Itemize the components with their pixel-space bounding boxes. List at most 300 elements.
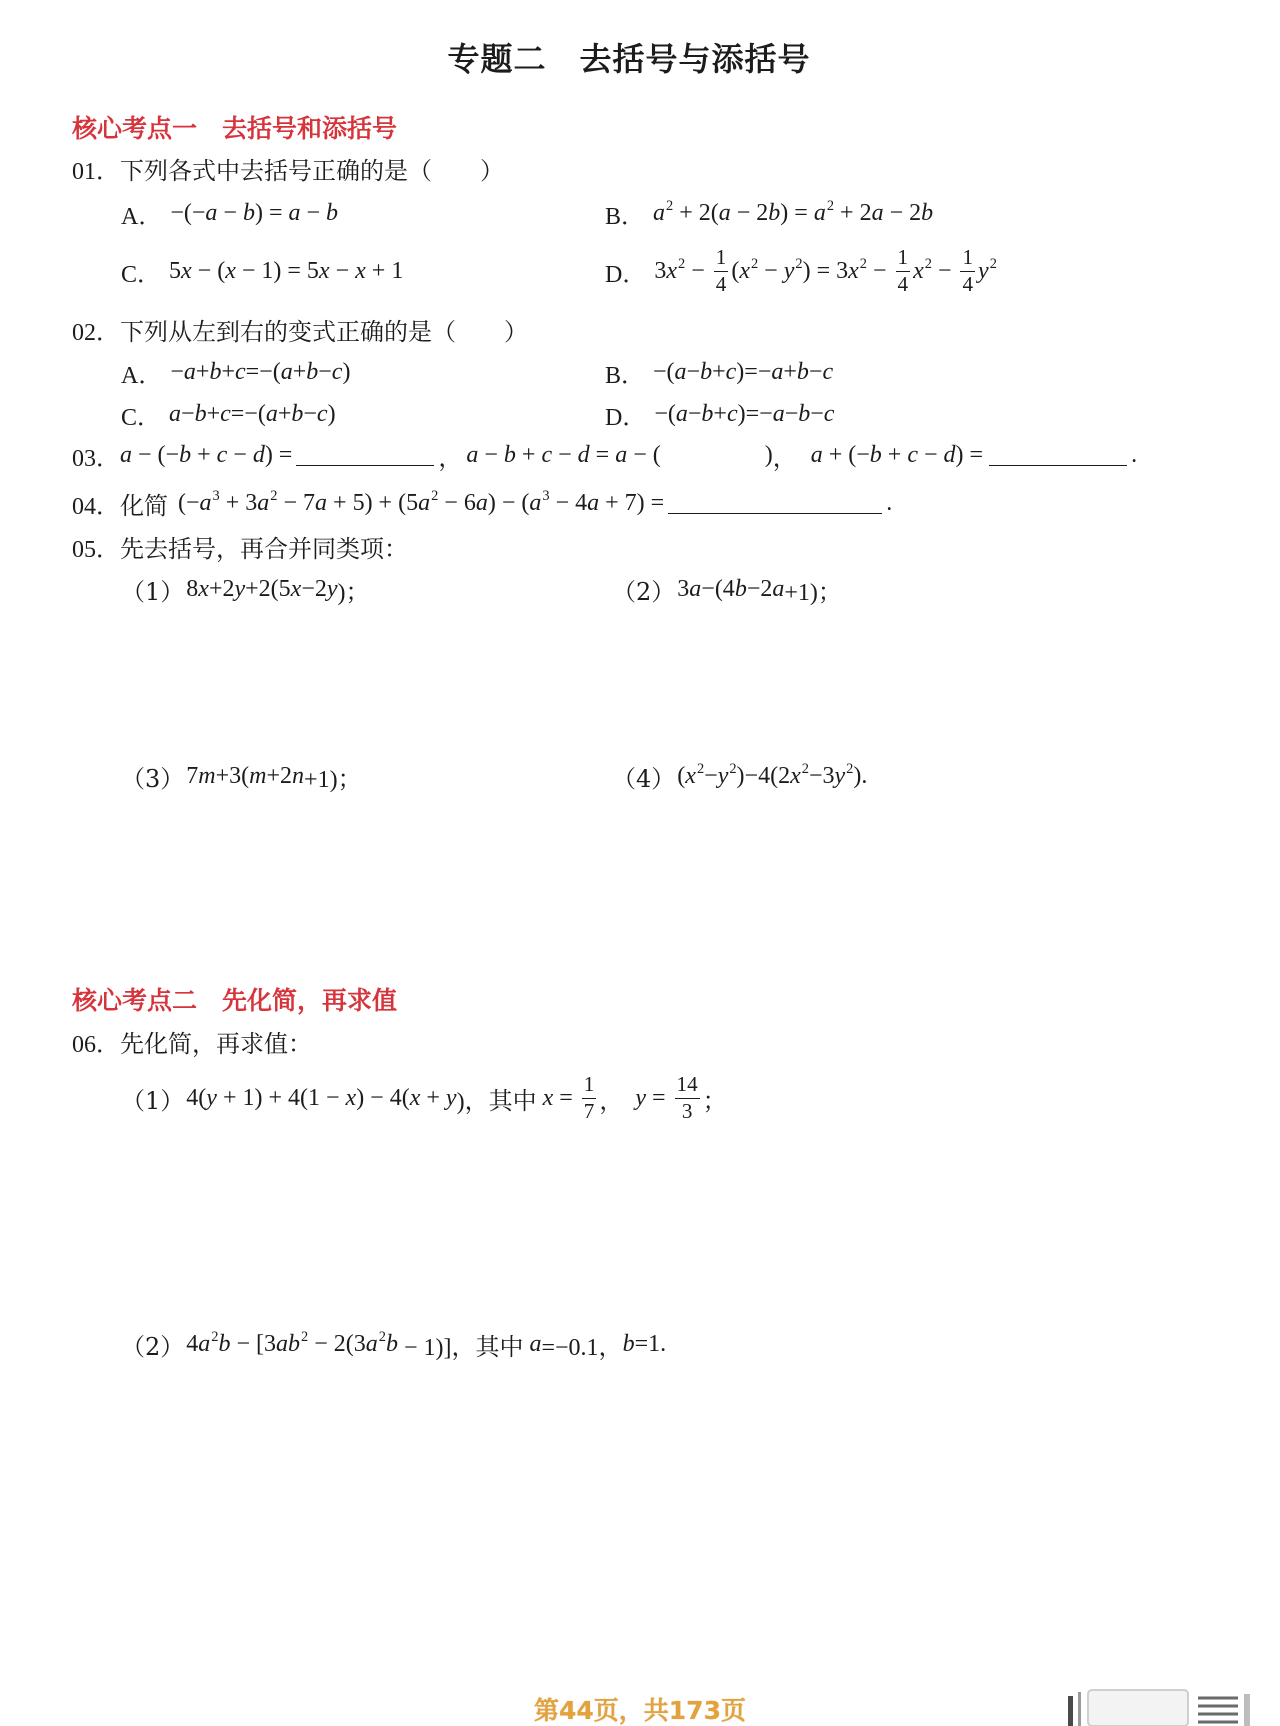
math-variable: a xyxy=(772,575,785,602)
math-text: )=− xyxy=(736,358,772,385)
math-text: −2 xyxy=(301,575,327,602)
math-text: − 2 xyxy=(730,199,769,226)
math-text: ) − 4( xyxy=(356,1084,410,1111)
fill-expression-1 xyxy=(120,442,292,469)
section-heading-2: 核心考点二 先化简，再求值 xyxy=(72,986,398,1015)
math-text: − xyxy=(170,358,184,385)
math-text: − xyxy=(329,257,356,284)
math-variable: c xyxy=(331,358,343,385)
math-text: − 4 xyxy=(549,489,588,516)
sub-question-label: （2） xyxy=(612,577,676,606)
question-05 xyxy=(72,530,408,562)
math-fraction xyxy=(714,246,729,295)
math-text: − xyxy=(808,358,823,385)
math-text: − xyxy=(704,762,718,789)
math-variable: ab xyxy=(276,1330,301,1357)
sub-question-expression xyxy=(677,760,868,790)
closing-parenthesis: ) xyxy=(764,441,773,468)
math-text: + xyxy=(191,441,217,468)
math-text: 4 xyxy=(962,271,974,296)
math-variable: a xyxy=(183,358,196,385)
math-text: − xyxy=(784,400,799,427)
math-variable: b xyxy=(179,441,192,468)
math-text: + xyxy=(420,1084,446,1111)
option-label: D． xyxy=(605,261,647,288)
question-stem: 先化简，再求值： xyxy=(120,1029,312,1058)
question-number: 05． xyxy=(72,536,120,563)
math-variable: c xyxy=(726,400,738,427)
math-text: − xyxy=(552,441,578,468)
math-variable: x xyxy=(198,575,209,602)
simplify-expression xyxy=(178,487,665,517)
math-variable: a xyxy=(199,489,212,516)
math-variable: b xyxy=(194,400,207,427)
option-label: C． xyxy=(121,404,162,431)
math-variable: x xyxy=(739,257,750,284)
math-text: +2(5 xyxy=(245,575,291,602)
math-variable: b xyxy=(869,441,882,468)
fill-expression-3 xyxy=(811,442,983,469)
math-variable: a xyxy=(587,489,600,516)
math-fraction xyxy=(675,1073,700,1122)
math-variable: b xyxy=(701,400,714,427)
math-text: =−0.1， xyxy=(541,1334,623,1361)
math-text: ( xyxy=(677,762,686,789)
math-text: −(− xyxy=(170,199,206,226)
math-variable: a xyxy=(257,489,270,516)
math-text: 1 xyxy=(583,1072,595,1097)
math-text: − xyxy=(685,257,711,284)
math-variable: y xyxy=(445,1084,457,1111)
math-text: + xyxy=(881,441,908,468)
math-text: 4 xyxy=(715,271,727,296)
math-text: + xyxy=(515,441,542,468)
math-variable: a xyxy=(772,400,785,427)
math-superscript: 2 xyxy=(846,760,854,777)
math-text: )，其中 xyxy=(456,1088,543,1115)
sub-question-2 xyxy=(612,573,842,605)
math-text: + 1) + 4(1 − xyxy=(216,1084,346,1111)
math-variable: x xyxy=(848,257,859,284)
fraction-numerator xyxy=(582,1073,597,1098)
math-text: − 6 xyxy=(438,489,476,516)
math-text: )−4(2 xyxy=(736,762,791,789)
math-variable: c xyxy=(220,400,231,427)
math-variable: c xyxy=(316,400,328,427)
math-text: − xyxy=(303,400,317,427)
math-variable: a xyxy=(265,400,278,427)
math-text: ； xyxy=(702,1088,727,1115)
answer-blank xyxy=(296,445,434,466)
math-variable: a xyxy=(365,1330,378,1357)
option-label: A． xyxy=(121,362,163,389)
sub-question-label: （1） xyxy=(121,577,185,606)
math-variable: x xyxy=(181,257,192,284)
option-label: B． xyxy=(605,203,646,230)
math-text: )=− xyxy=(737,400,773,427)
option-a xyxy=(121,197,338,229)
math-text: 1 xyxy=(962,245,974,270)
math-text: = xyxy=(646,1084,672,1111)
question-01 xyxy=(72,152,504,184)
math-variable: y xyxy=(234,575,246,602)
math-text: − xyxy=(866,257,893,284)
math-text: 7 xyxy=(186,762,199,789)
option-a xyxy=(121,356,350,388)
math-variable: y xyxy=(783,257,795,284)
math-superscript: 2 xyxy=(301,1328,309,1345)
sub-question-1 xyxy=(121,1068,727,1128)
math-variable: a xyxy=(718,199,731,226)
math-text: =−( xyxy=(230,400,266,427)
math-variable: a xyxy=(615,441,628,468)
math-variable: a xyxy=(689,575,702,602)
option-d xyxy=(605,243,997,299)
math-superscript: 2 xyxy=(729,760,737,777)
sub-question-expression xyxy=(677,572,842,607)
question-04 xyxy=(72,487,892,519)
math-text: (− xyxy=(178,489,200,516)
math-text: − xyxy=(810,400,824,427)
math-variable: a xyxy=(198,1330,211,1357)
sub-question-expression xyxy=(186,1327,666,1362)
math-text: = xyxy=(589,441,616,468)
math-variable: m xyxy=(198,762,216,789)
math-text: + 5) + (5 xyxy=(327,489,419,516)
section-heading-1: 核心考点一 去括号和添括号 xyxy=(72,114,398,143)
math-variable: y xyxy=(717,762,729,789)
sub-question-expression xyxy=(186,572,369,607)
math-variable: a xyxy=(315,489,328,516)
math-variable: y xyxy=(326,575,338,602)
math-variable: d xyxy=(577,441,590,468)
option-expression xyxy=(170,359,350,386)
math-variable: b xyxy=(768,199,781,226)
math-variable: a xyxy=(674,358,687,385)
separator-comma: ， xyxy=(438,443,463,472)
math-text: −3 xyxy=(808,762,835,789)
math-variable: b xyxy=(242,199,255,226)
math-variable: y xyxy=(978,257,989,284)
math-superscript: 2 xyxy=(989,255,997,272)
math-text: − xyxy=(478,441,504,468)
sub-question-expression xyxy=(186,759,361,794)
math-variable: b xyxy=(218,1330,231,1357)
math-text: − xyxy=(687,400,702,427)
math-text: 5 xyxy=(169,257,182,284)
fraction-numerator xyxy=(675,1073,700,1098)
question-number: 01． xyxy=(72,158,120,185)
math-text: 3 xyxy=(677,575,690,602)
math-variable: b xyxy=(385,1330,398,1357)
math-superscript: 2 xyxy=(924,255,932,272)
math-variable: b xyxy=(326,199,339,226)
math-variable: c xyxy=(725,358,737,385)
option-expression xyxy=(170,200,338,227)
math-text: + 7) = xyxy=(599,489,665,516)
answer-bracket-space xyxy=(661,445,765,465)
math-text: 7 xyxy=(583,1098,595,1123)
math-text: 3 xyxy=(654,257,667,284)
math-superscript: 3 xyxy=(212,487,220,504)
math-variable: b xyxy=(306,358,319,385)
math-text: − xyxy=(931,257,958,284)
math-text: ) = 3 xyxy=(802,257,849,284)
option-expression xyxy=(654,246,997,295)
math-text: ) xyxy=(342,358,351,385)
math-text: = xyxy=(553,1084,579,1111)
math-text: + (− xyxy=(822,441,870,468)
fraction-numerator xyxy=(714,246,729,271)
math-variable: b xyxy=(796,358,809,385)
math-superscript: 2 xyxy=(378,1328,386,1345)
math-variable: b xyxy=(291,400,304,427)
math-text: =1. xyxy=(634,1330,667,1357)
math-variable: c xyxy=(541,441,553,468)
math-text: − 2(3 xyxy=(308,1330,366,1357)
math-variable: d xyxy=(252,441,265,468)
math-text: + xyxy=(206,400,221,427)
question-number: 03． xyxy=(72,445,120,472)
math-text: 8 xyxy=(186,575,199,602)
math-variable: c xyxy=(234,358,246,385)
question-number: 02． xyxy=(72,319,120,346)
math-variable: a xyxy=(653,199,666,226)
math-text: − xyxy=(917,441,944,468)
math-text: ) xyxy=(327,400,336,427)
math-text: −( xyxy=(654,400,676,427)
math-variable: a xyxy=(120,441,132,468)
math-text: ) = xyxy=(780,199,814,226)
math-text: + xyxy=(195,358,210,385)
math-text: − [3 xyxy=(230,1330,277,1357)
end-period: . xyxy=(886,489,893,516)
math-variable: a xyxy=(418,489,431,516)
math-text: ) = xyxy=(254,199,289,226)
math-text: ). xyxy=(853,762,868,789)
math-fraction xyxy=(960,246,975,295)
separator-comma: ， xyxy=(772,443,797,472)
math-variable: y xyxy=(635,1084,646,1111)
math-variable: x xyxy=(666,257,677,284)
fraction-denominator xyxy=(896,272,911,296)
math-text: )； xyxy=(337,579,370,606)
math-text: 4( xyxy=(186,1084,207,1111)
question-stem: 先去括号，再合并同类项： xyxy=(120,534,408,563)
math-variable: a xyxy=(205,199,218,226)
math-text: + 2( xyxy=(673,199,719,226)
math-superscript: 2 xyxy=(859,255,867,272)
question-stem: 化简 xyxy=(120,491,168,520)
math-variable: b xyxy=(622,1330,635,1357)
sub-question-label: （1） xyxy=(121,1086,185,1115)
fraction-denominator xyxy=(714,272,729,296)
math-variable: x xyxy=(913,257,924,284)
math-variable: a xyxy=(813,199,826,226)
math-text: +2 xyxy=(208,575,235,602)
math-text: + xyxy=(292,358,307,385)
math-text: +1)； xyxy=(304,766,362,793)
math-variable: a xyxy=(871,199,884,226)
math-text: − xyxy=(217,199,243,226)
option-label: D． xyxy=(605,404,647,431)
math-variable: x xyxy=(542,1084,554,1111)
sub-question-4 xyxy=(612,760,867,792)
math-variable: x xyxy=(409,1084,421,1111)
math-variable: m xyxy=(249,762,267,789)
math-text: ) − ( xyxy=(487,489,530,516)
math-text: − 7 xyxy=(277,489,316,516)
math-text: − 1) = 5 xyxy=(235,257,319,284)
option-expression xyxy=(654,401,834,428)
math-text: − xyxy=(227,441,253,468)
math-text: + 3 xyxy=(219,489,258,516)
option-expression xyxy=(169,401,336,428)
math-variable: b xyxy=(798,400,811,427)
fraction-denominator xyxy=(582,1099,597,1123)
math-variable: x xyxy=(225,257,236,284)
math-text: − 2 xyxy=(883,199,922,226)
math-variable: a xyxy=(810,441,823,468)
math-variable: n xyxy=(292,762,305,789)
math-variable: a xyxy=(529,489,542,516)
math-text: − ( xyxy=(191,257,226,284)
math-superscript: 3 xyxy=(542,487,550,504)
math-superscript: 2 xyxy=(795,255,803,272)
math-variable: y xyxy=(206,1084,217,1111)
math-text: + 2 xyxy=(834,199,872,226)
math-fraction xyxy=(896,246,911,295)
question-number: 06． xyxy=(72,1031,120,1058)
math-text: −( xyxy=(653,358,675,385)
math-variable: c xyxy=(216,441,228,468)
math-superscript: 2 xyxy=(696,760,705,777)
sub-question-label: （3） xyxy=(121,764,185,793)
math-text: − xyxy=(686,358,701,385)
sub-question-label: （2） xyxy=(121,1332,185,1361)
sub-question-2 xyxy=(121,1328,666,1360)
math-text: − xyxy=(300,199,327,226)
math-variable: c xyxy=(823,400,835,427)
math-text: 3 xyxy=(681,1098,693,1123)
math-text: + 1 xyxy=(365,257,404,284)
math-variable: x xyxy=(290,575,302,602)
fraction-numerator xyxy=(960,246,975,271)
math-variable: a xyxy=(771,358,784,385)
math-text: + xyxy=(783,358,797,385)
math-variable: a xyxy=(675,400,688,427)
math-variable: b xyxy=(921,199,934,226)
math-text: −2 xyxy=(746,575,773,602)
option-expression xyxy=(653,197,934,227)
math-variable: a xyxy=(280,358,293,385)
math-variable: y xyxy=(834,762,846,789)
math-variable: a xyxy=(169,400,182,427)
question-number: 04． xyxy=(72,493,120,520)
math-superscript: 2 xyxy=(270,487,278,504)
math-superscript: 2 xyxy=(211,1328,219,1345)
math-text: − 1)]，其中 xyxy=(397,1334,530,1361)
math-superscript: 2 xyxy=(801,760,809,777)
question-stem: 下列从左到右的变式正确的是（ ） xyxy=(120,317,528,346)
math-text: + xyxy=(713,400,727,427)
option-c xyxy=(121,243,403,299)
math-superscript: 2 xyxy=(678,255,686,272)
math-text: 1 xyxy=(897,245,909,270)
option-d xyxy=(605,398,834,430)
math-variable: a xyxy=(529,1330,542,1357)
answer-blank xyxy=(668,493,882,514)
math-text: 4 xyxy=(897,271,909,296)
option-label: B． xyxy=(605,362,646,389)
math-text: + xyxy=(712,358,726,385)
math-text: + xyxy=(277,400,292,427)
math-variable: a xyxy=(475,489,488,516)
math-fraction xyxy=(582,1073,597,1122)
math-variable: x xyxy=(685,762,696,789)
math-text: 14 xyxy=(676,1072,698,1097)
math-text: =−( xyxy=(245,358,281,385)
math-text: +3( xyxy=(215,762,250,789)
math-text: ( xyxy=(731,257,740,284)
reader-toolbar-icon xyxy=(1068,1686,1258,1726)
math-variable: x xyxy=(318,257,330,284)
question-06 xyxy=(72,1025,312,1057)
option-expression xyxy=(653,359,833,386)
sub-question-3 xyxy=(121,760,362,792)
fraction-denominator xyxy=(680,1099,695,1123)
sub-question-expression xyxy=(186,1073,726,1122)
math-variable: b xyxy=(734,575,747,602)
end-period: . xyxy=(1131,441,1138,468)
math-superscript: 2 xyxy=(431,487,439,504)
sub-question-label: （4） xyxy=(612,764,676,793)
math-variable: x xyxy=(790,762,801,789)
math-variable: a xyxy=(466,441,479,468)
option-b xyxy=(605,356,833,388)
answer-blank xyxy=(989,445,1127,466)
math-variable: b xyxy=(209,358,222,385)
math-variable: x xyxy=(355,257,366,284)
page-indicator: 第44页，共173页 xyxy=(534,1696,746,1725)
math-text: − (− xyxy=(132,441,180,468)
fraction-denominator xyxy=(960,272,975,296)
fraction-numerator xyxy=(896,246,911,271)
math-variable: x xyxy=(345,1084,357,1111)
fill-expression-2 xyxy=(466,442,660,469)
question-03 xyxy=(72,439,1137,471)
math-text: − xyxy=(181,400,195,427)
math-text: 4 xyxy=(186,1330,199,1357)
math-text: − xyxy=(318,358,332,385)
math-superscript: 2 xyxy=(666,197,674,214)
question-02 xyxy=(72,313,528,345)
math-text: + xyxy=(221,358,235,385)
math-text: ) = xyxy=(264,441,293,468)
page-title: 专题二 去括号与添括号 xyxy=(447,40,811,78)
math-variable: b xyxy=(700,358,713,385)
option-label: A． xyxy=(121,203,163,230)
option-label: C． xyxy=(121,261,162,288)
sub-question-1 xyxy=(121,573,370,605)
option-c xyxy=(121,398,336,430)
math-variable: c xyxy=(907,441,918,468)
math-text: +2 xyxy=(266,762,293,789)
math-variable: b xyxy=(503,441,516,468)
math-variable: c xyxy=(822,358,834,385)
math-superscript: 2 xyxy=(826,197,835,214)
math-text: −(4 xyxy=(701,575,735,602)
